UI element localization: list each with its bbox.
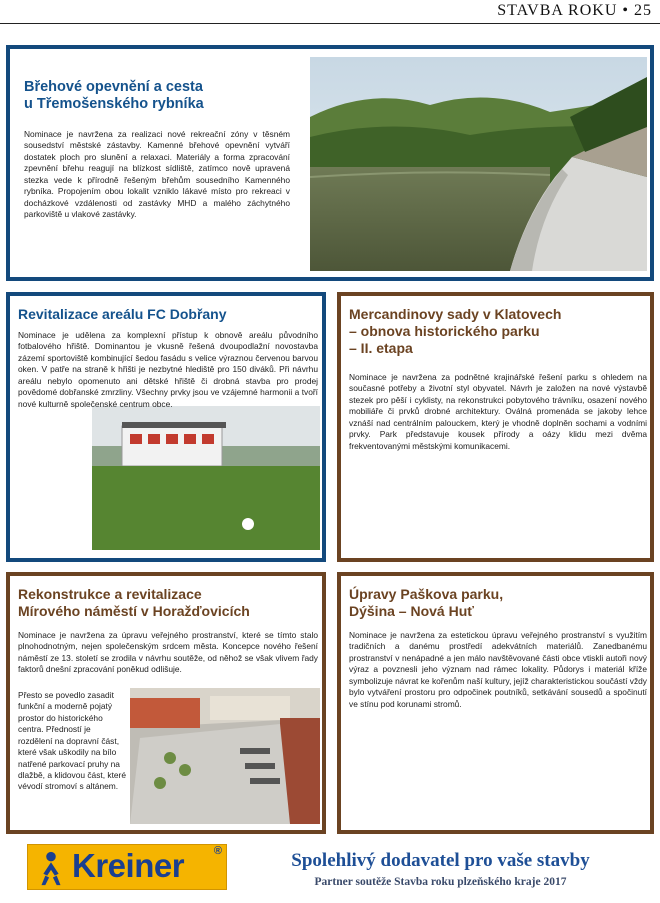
article-body-continued: Přesto se povedlo zasadit funkční a moderně pojatý prostor do historického centra. Předností je rozdělení na dopravní část, které však uškodily na bílo natřené parkovací pruhy na dlažbě, a klidovou část, které vévodí stromoví s altánem. <box>18 690 127 792</box>
article-brehove-opevneni <box>6 45 654 281</box>
page-header <box>0 0 660 24</box>
running-head: STAVBA ROKU • 25 <box>497 2 652 19</box>
photo-pond-embankment <box>310 57 647 271</box>
article-paskuv-park <box>337 572 654 834</box>
logo-word: Kreiner <box>72 847 185 884</box>
article-body-part: Nominace je navržena za podnětné krajinářské řešení parku s ohledem na současné potřeby a životní styl obyvatel. Návrh je založen na nové výstavbě stezek pro pěší i cyklisty, na rekonstrukci pobytového trávníku, osazení nového mobiliáře či prvků drobné architektury. Oválná promenáda se jakoby lehce vznáší nad centrálním palouckem, který je vhodně doplněn sochami a vodními prvky. Park představuje kousek přírody a oázy klidu mezi dvěma frekventovanými městskými komunikacemi. <box>349 372 647 451</box>
article-body: Nominace je navržena za estetickou úpravu veřejného prostranství s využitím tradičních a danému prostředí adekvátních materiálů. Zanedbanému prostranství v nenápadné a jen málo navštěvované části obce vtiskli autoři nový výraz a povznesli jeho význam nad rámec lokality. Půdorys i materiál kříže symbolizuje návrat ke kořenům naší kultury, jejíž charakteristickou součástí vždy bylo vytváření prostoru pro odpočinek poutníků, setkávání sousedů a spočinutí ve stínu pod korunami stromů. <box>349 630 647 709</box>
article-body: Nominace je navržena za úpravu veřejného prostranství, které se tímto stalo plnohodnotným, nejen společenským srdcem města. Koncepce nového řešení náměstí ze 13. století se zrodila v návrhu soutěže, od něhož se však vlivem řady faktorů dnešní zpracování poněkud odlišuje. <box>18 630 318 675</box>
article-mercandinovy-sady <box>337 292 654 562</box>
photo-town-square <box>130 688 320 824</box>
worker-icon <box>32 849 70 887</box>
section-name: STAVBA ROKU <box>497 2 618 19</box>
article-body: Nominace je udělena za komplexní přístup k obnově areálu původního fotbalového hřiště. Dominantou je vkusně řešená dvoupodlažní novostavba zázemí sportoviště kombinující šedou fasádu s velice výraznou červenou barvou oken. V patře na straně k hřišti je nezbytné hlediště pro 150 diváků. Při návrhu areálu nebylo opomenuto ani dětské hřiště či drobná stavba pro prodej povědomé dobřanské zmrzliny. Všechny prvky jsou ve vzájemné harmonii a tvoří nové kulturně společenské centrum obce. <box>18 330 318 409</box>
article-title: Revitalizace areálu FC Dobřany <box>18 306 227 322</box>
registered-mark: ® <box>213 845 222 857</box>
article-title: Mercandinovy sady v Klatovech – obnova historického parku – II. etapa <box>349 306 562 356</box>
kreiner-logo <box>27 844 227 890</box>
article-mirove-namesti <box>6 572 326 834</box>
slogan: Spolehlivý dodavatel pro vaše stavby <box>291 850 590 871</box>
article-fc-dobrany <box>6 292 326 562</box>
partner-line: Partner soutěže Stavba roku plzeňského kraje 2017 <box>314 876 567 888</box>
footer-ad <box>0 838 660 903</box>
photo-football-stadium <box>92 406 320 550</box>
article-title: Úpravy Paškova parku, Dýšina – Nová Huť <box>349 586 504 619</box>
page-number: 25 <box>634 2 652 19</box>
article-body: Nominace je navržena za realizaci nové rekreační zóny v těsném sousedství městské zástavby. Kamenné břehové opevnění vytváří dostatek ploch pro slunění a relaxaci. Materiály a forma zpracování zpevnění břehu reagují na blízkost sídliště, zatímco nově upravená stezka vede k přírodně řešeným břehům sousedního Kamenného rybníka. Propojením obou lokalit vzniklo lákavé místo pro rekreaci v docházkové vzdálenosti od zastávky MHD a malého záchytného parkoviště u vlakové zastávky. <box>24 129 290 219</box>
article-title: Břehové opevnění a cesta u Třemošenského rybníka <box>24 79 204 113</box>
article-title: Rekonstrukce a revitalizace Mírového náměstí v Horažďovicích <box>18 586 250 619</box>
